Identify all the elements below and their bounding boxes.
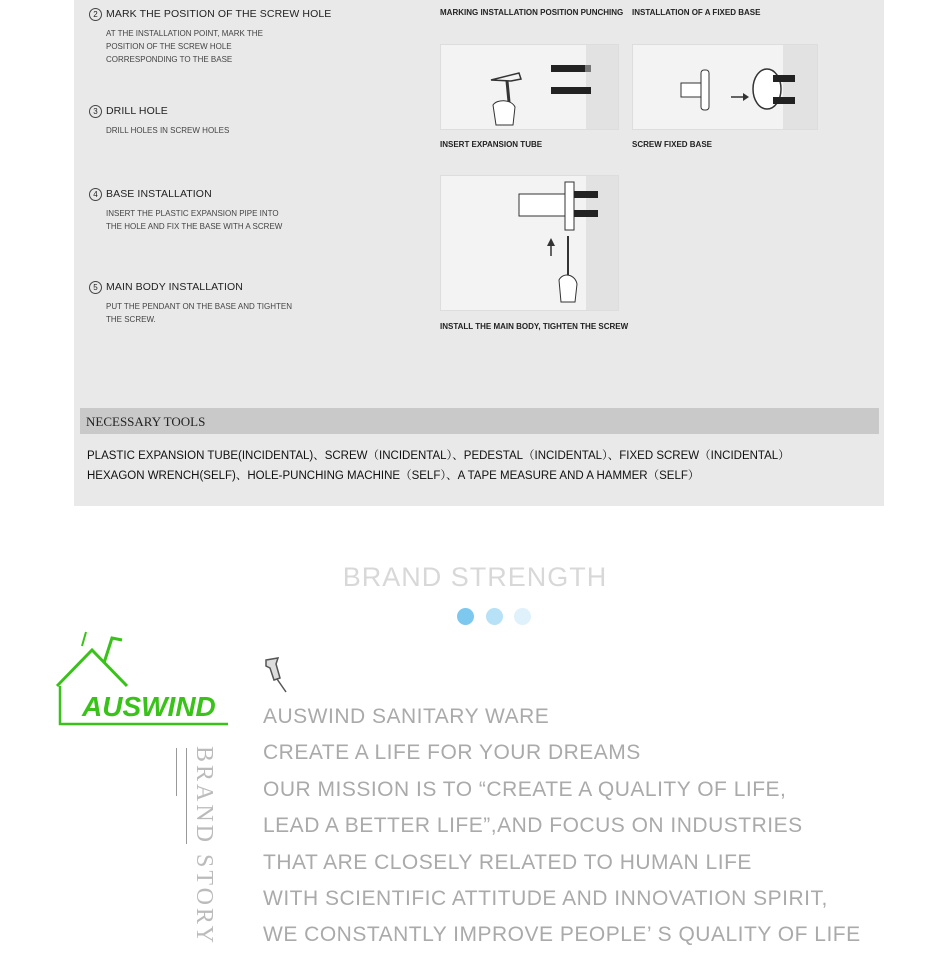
caption-screw-base: SCREW FIXED BASE [632, 140, 713, 149]
step-3 [89, 105, 296, 137]
step-description: DRILL HOLES IN SCREW HOLES [106, 126, 230, 135]
story-line-2: CREATE A LIFE FOR YOUR DREAMS [263, 741, 641, 765]
story-line-1: AUSWIND SANITARY WARE [263, 705, 550, 728]
step-description: AT THE INSTALLATION POINT, MARK THE POSITION OF THE SCREW HOLE CORRESPONDING TO THE BASE [106, 29, 263, 64]
main-body-illustration [441, 176, 618, 310]
step-4 [89, 188, 296, 233]
carousel-dot-3[interactable] [514, 608, 531, 625]
step-description: INSERT THE PLASTIC EXPANSION PIPE INTO THE HOLE AND FIX THE BASE WITH A SCREW [106, 209, 283, 231]
step-title: DRILL HOLE [106, 105, 168, 117]
pushpin-icon [262, 656, 292, 696]
caption-marking: MARKING INSTALLATION POSITION PUNCHING [440, 8, 624, 17]
tools-line-2: HEXAGON WRENCH(SELF)、HOLE-PUNCHING MACHINE（SELF）、A TAPE MEASURE AND A HAMMER（SELF） [87, 470, 700, 482]
vertical-divider-2 [186, 748, 187, 844]
installation-guide-panel [74, 0, 884, 506]
carousel-dot-1[interactable] [457, 608, 474, 625]
illustration-main-body [440, 175, 619, 311]
story-line-7: WE CONSTANTLY IMPROVE PEOPLE’ S QUALITY OF LIFE [263, 923, 861, 947]
step-description: PUT THE PENDANT ON THE BASE AND TIGHTEN THE SCREW. [106, 302, 292, 324]
caption-expansion-tube: INSERT EXPANSION TUBE [440, 140, 543, 149]
step-number: 2 [89, 8, 102, 21]
story-line-5: THAT ARE CLOSELY RELATED TO HUMAN LIFE [263, 850, 752, 874]
step-title: BASE INSTALLATION [106, 188, 212, 200]
illustration-hammer [440, 44, 619, 130]
tools-title: NECESSARY TOOLS [86, 414, 206, 429]
step-number: 3 [89, 105, 102, 118]
brand-story-text [263, 704, 861, 959]
hammer-illustration [441, 45, 618, 129]
step-title: MARK THE POSITION OF THE SCREW HOLE [106, 8, 332, 20]
tools-line-1: PLASTIC EXPANSION TUBE(INCIDENTAL)、SCREW（INCIDENTAL）、PEDESTAL（INCIDENTAL）、FIXED SCREW（INCIDENTAL） [87, 450, 790, 462]
brand-story-label: BRAND STORY [191, 746, 217, 946]
step-number: 5 [89, 281, 102, 294]
house-logo-icon [52, 628, 232, 728]
vertical-divider [176, 748, 177, 796]
caption-install-main-body: INSTALL THE MAIN BODY, TIGHTEN THE SCREW [440, 322, 629, 331]
carousel-dot-2[interactable] [486, 608, 503, 625]
story-line-4: LEAD A BETTER LIFE”,AND FOCUS ON INDUSTRIES [263, 814, 803, 838]
story-line-6: WITH SCIENTIFIC ATTITUDE AND INNOVATION SPIRIT, [263, 886, 828, 910]
step-2 [89, 8, 331, 66]
fixed-base-illustration [633, 45, 817, 129]
auswind-logo [52, 628, 232, 728]
story-line-3: OUR MISSION IS TO “CREATE A QUALITY OF LIFE, [263, 777, 787, 801]
step-number: 4 [89, 188, 102, 201]
caption-fixed-base: INSTALLATION OF A FIXED BASE [632, 8, 761, 17]
step-title: MAIN BODY INSTALLATION [106, 281, 243, 293]
tools-header-bar [80, 408, 879, 434]
logo-wordmark: AUSWIND [82, 691, 216, 722]
illustration-fixed-base [632, 44, 818, 130]
brand-strength-title: BRAND STRENGTH [342, 562, 608, 592]
step-5 [89, 281, 296, 326]
